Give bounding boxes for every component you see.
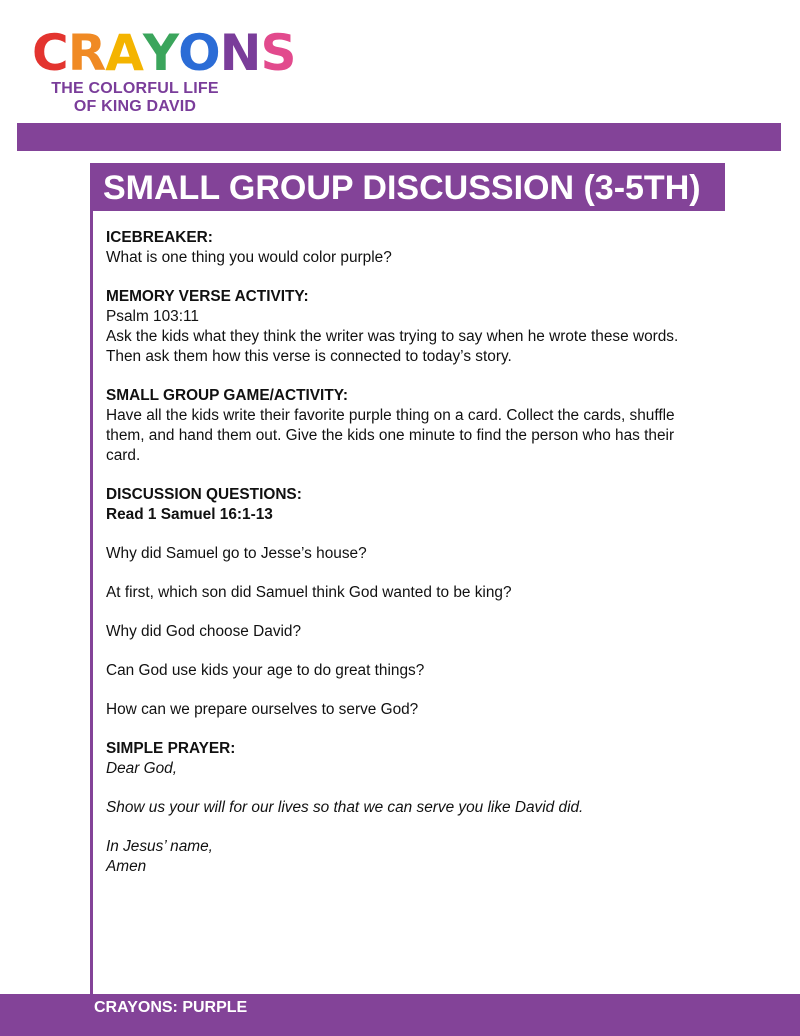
discussion-question: At first, which son did Samuel think God wanted to be king? [106, 584, 512, 601]
page-title: SMALL GROUP DISCUSSION (3-5TH) [103, 169, 701, 207]
prayer-heading: SIMPLE PRAYER: [106, 740, 236, 757]
logo-letter: Y [142, 24, 179, 82]
logo-letter: R [67, 24, 106, 82]
icebreaker-heading: ICEBREAKER: [106, 229, 213, 246]
footer-bar [0, 994, 800, 1036]
prayer-greeting: Dear God, [106, 760, 178, 777]
game-line: them, and hand them out. Give the kids one minute to find the person who has their [106, 427, 675, 444]
footer-label: CRAYONS: PURPLE [94, 999, 248, 1016]
logo-letter: N [219, 24, 261, 82]
logo-wordmark [32, 24, 296, 82]
memory-verse-reference: Psalm 103:11 [106, 308, 199, 325]
game-line: card. [106, 447, 141, 464]
discussion-question: Can God use kids your age to do great things? [106, 662, 425, 679]
discussion-question: Why did God choose David? [106, 623, 302, 640]
logo-subtitle [30, 80, 240, 116]
icebreaker-text: What is one thing you would color purple? [106, 249, 392, 266]
title-banner [90, 163, 725, 211]
logo-letter: S [260, 24, 296, 82]
document-body [106, 228, 716, 877]
discussion-heading: DISCUSSION QUESTIONS: [106, 486, 302, 503]
discussion-question: Why did Samuel go to Jesse’s house? [106, 545, 367, 562]
prayer-closing: Amen [106, 858, 147, 875]
memory-verse-heading: MEMORY VERSE ACTIVITY: [106, 288, 309, 305]
header-bar [17, 123, 781, 151]
logo-subtitle-line: OF KING DAVID [73, 98, 197, 115]
discussion-question: How can we prepare ourselves to serve God? [106, 701, 419, 718]
logo-letter: C [32, 24, 68, 82]
game-heading: SMALL GROUP GAME/ACTIVITY: [106, 387, 348, 404]
logo-letter: A [105, 24, 143, 82]
left-rule [90, 163, 93, 998]
logo-subtitle-line: THE COLORFUL LIFE [51, 80, 219, 97]
discussion-reading: Read 1 Samuel 16:1-13 [106, 506, 273, 523]
prayer-closing: In Jesus’ name, [106, 838, 213, 855]
logo-letter: O [178, 24, 220, 82]
game-line: Have all the kids write their favorite purple thing on a card. Collect the cards, shuffle [106, 407, 675, 424]
memory-verse-line: Then ask them how this verse is connected to today’s story. [106, 348, 512, 365]
memory-verse-line: Ask the kids what they think the writer was trying to say when he wrote these words. [106, 328, 679, 345]
crayons-logo [30, 24, 296, 116]
prayer-body: Show us your will for our lives so that we can serve you like David did. [106, 799, 584, 816]
